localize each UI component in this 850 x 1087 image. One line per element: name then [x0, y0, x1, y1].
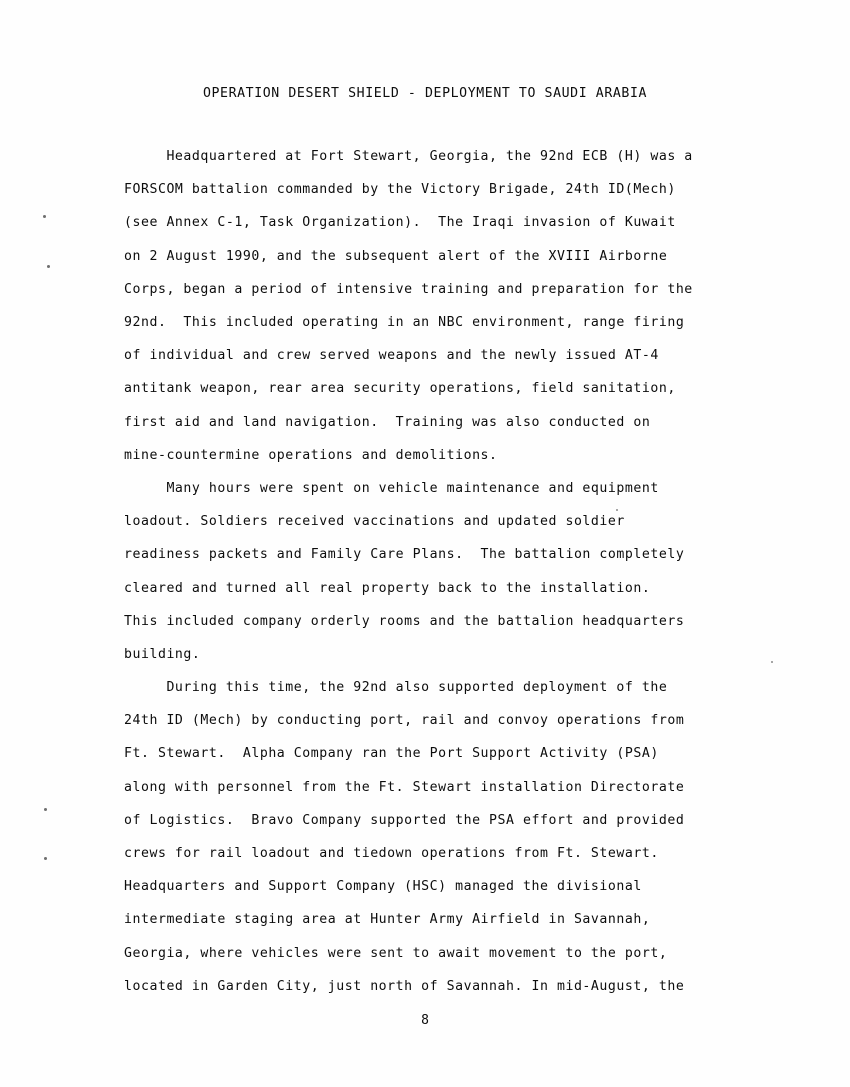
text-line: 92nd. This included operating in an NBC environment, range firing — [124, 315, 685, 331]
text-line: (see Annex C-1, Task Organization). The Iraqi invasion of Kuwait — [124, 215, 676, 231]
text-line: antitank weapon, rear area security operations, field sanitation, — [124, 381, 676, 397]
text-line: Corps, began a period of intensive training and preparation for the — [124, 281, 693, 297]
text-line: crews for rail loadout and tiedown operations from Ft. Stewart. — [124, 846, 659, 862]
scan-speck — [47, 265, 50, 268]
page-number: 8 — [421, 1013, 429, 1028]
text-line: readiness packets and Family Care Plans. The battalion completely — [124, 547, 685, 563]
scan-speck — [43, 215, 46, 218]
text-line: cleared and turned all real property back to the installation. — [124, 580, 651, 596]
text-line: Ft. Stewart. Alpha Company ran the Port Support Activity (PSA) — [124, 746, 659, 762]
text-line: along with personnel from the Ft. Stewart installation Directorate — [124, 779, 685, 795]
text-line: of individual and crew served weapons and the newly issued AT-4 — [124, 348, 659, 364]
text-line: located in Garden City, just north of Savannah. In mid-August, the — [124, 978, 685, 994]
scan-speck — [44, 857, 47, 860]
text-line: Headquartered at Fort Stewart, Georgia, the 92nd ECB (H) was a — [124, 149, 693, 164]
paragraph-2 — [124, 472, 784, 671]
text-line: mine-countermine operations and demolitions. — [124, 447, 498, 463]
text-line: of Logistics. Bravo Company supported the PSA effort and provided — [124, 812, 685, 828]
text-line: intermediate staging area at Hunter Army Airfield in Savannah, — [124, 912, 651, 928]
text-line: building. — [124, 647, 201, 663]
text-line: on 2 August 1990, and the subsequent alert of the XVIII Airborne — [124, 248, 668, 264]
paragraph-3 — [124, 671, 784, 1003]
scan-speck — [44, 808, 47, 811]
text-line: Many hours were spent on vehicle maintenance and equipment — [124, 481, 659, 496]
page-title: OPERATION DESERT SHIELD - DEPLOYMENT TO SAUDI ARABIA — [202, 86, 648, 101]
text-line: loadout. Soldiers received vaccinations and updated soldier — [124, 514, 625, 530]
text-line: FORSCOM battalion commanded by the Victory Brigade, 24th ID(Mech) — [124, 182, 676, 198]
text-line: Georgia, where vehicles were sent to await movement to the port, — [124, 945, 668, 961]
text-line: Headquarters and Support Company (HSC) managed the divisional — [124, 879, 642, 895]
text-line: first aid and land navigation. Training was also conducted on — [124, 414, 651, 430]
paragraph-1 — [124, 140, 784, 472]
text-line: During this time, the 92nd also supported deployment of the — [124, 680, 668, 695]
text-line: 24th ID (Mech) by conducting port, rail and convoy operations from — [124, 713, 685, 729]
text-line: This included company orderly rooms and the battalion headquarters — [124, 613, 685, 629]
